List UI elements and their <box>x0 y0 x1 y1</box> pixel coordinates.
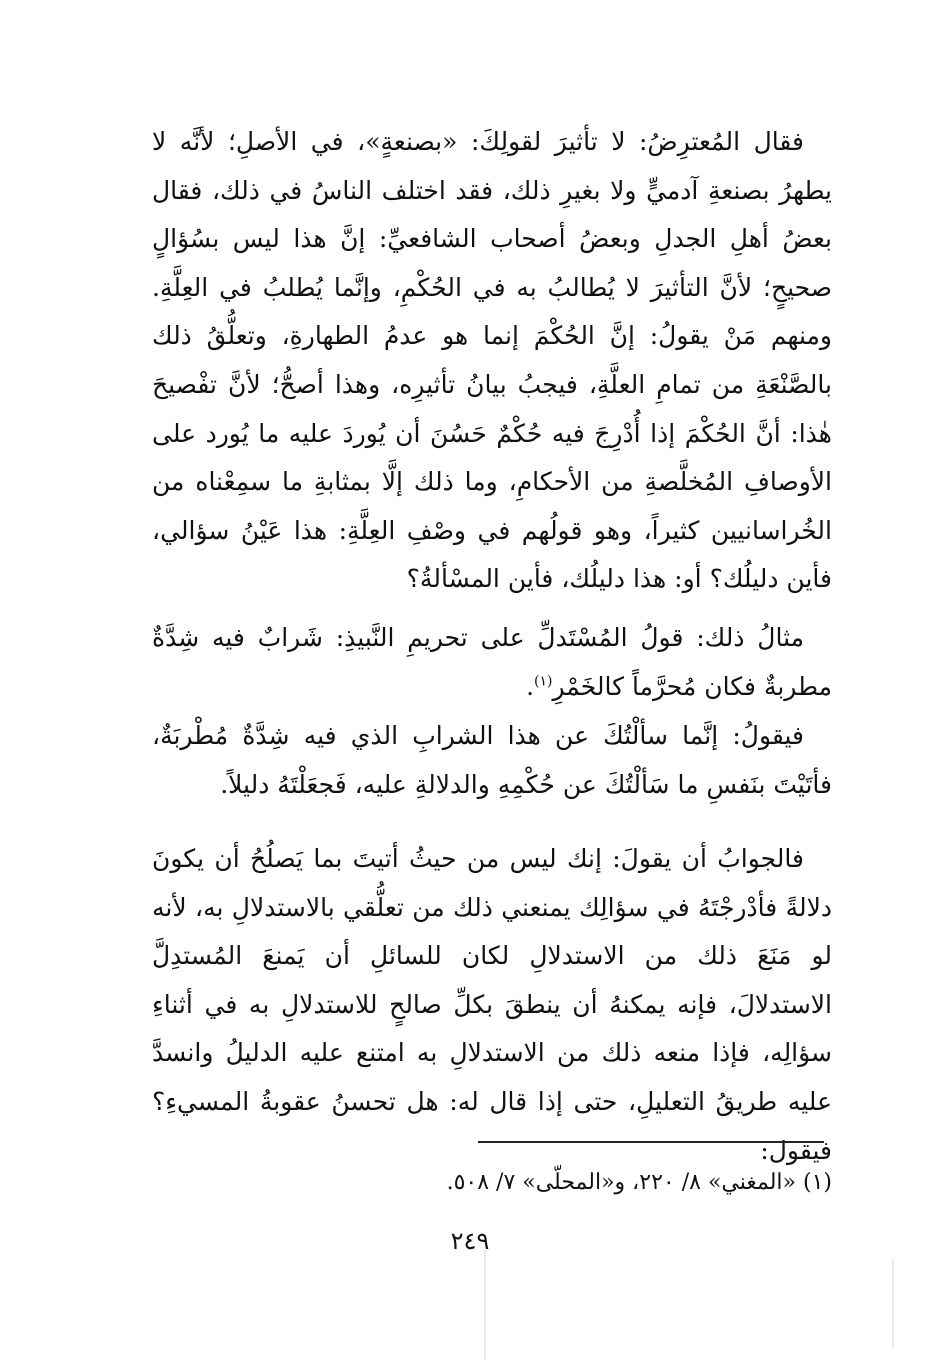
footnote-separator <box>478 1141 824 1143</box>
paragraph-2-container <box>152 614 832 711</box>
paragraph-2-text: مثالُ ذلك: قولُ المُسْتَدلِّ على تحريمِ النَّبيذِ: شَرابٌ فيه شِدَّةٌ مطربةٌ فكان مُحرَّماً كالخَمْرِ <box>152 623 832 701</box>
paragraph-2-suffix: . <box>526 671 535 701</box>
scan-artifact-edge <box>892 1258 894 1348</box>
paragraph-1-text: فقال المُعترِضُ: لا تأثيرَ لقولِكَ: «بصنعةٍ»، في الأصلِ؛ لأنَّه لا يطهرُ بصنعةِ آدميٍّ ولا بغيرِ ذلك، فقد اختلف الناسُ في ذلك، فقال بعضُ أهلِ الجدلِ وبعضُ أصحاب الشافعيِّ: إنَّ هذا ليس بسُؤالٍ صحيحٍ؛ لأنَّ التأثيرَ لا يُطالبُ به في الحُكْمِ، وإنَّما يُطلبُ في العِلَّةِ. ومنهم مَنْ يقولُ: إنَّ الحُكْمَ إنما هو عدمُ الطهارةِ، وتعلُّقُ ذلك بالصَّنْعَةِ من تمامِ العلَّةِ، فيجبُ بيانُ تأثيرِه، وهذا أصحُّ؛ لأنَّ تفْصيحَ هٰذا: أنَّ الحُكْمَ إذا أُدْرِجَ فيه حُكْمٌ حَسُنَ أن يُوردَ عليه ما يُورد على الأوصافِ المُخلَّصةِ من الأحكامِ، وما ذلك إلَّا بمثابةِ ما سمِعْناه من الخُراسانيين كثيراً، وهو قولُهم في وصْفِ العِلَّةِ: هذا عَيْنُ سؤالي، فأين دليلُك؟ أو: هذا دليلُك، فأين المسْألةُ؟ <box>152 127 832 594</box>
footnote-reference-marker: (١) <box>534 673 553 690</box>
footnote: (١) «المغني» ٨/ ٢٢٠، و«المحلّى» ٧/ ٥٠٨. <box>446 1170 832 1195</box>
paragraph-1 <box>152 118 832 604</box>
scan-artifact <box>484 1250 486 1360</box>
paragraph-3 <box>152 712 832 809</box>
paragraph-4-text: فالجوابُ أن يقولَ: إنك ليس من حيثُ أتيتَ بما يَصلُحُ أن يكونَ دلالةً فأدْرجْتَهُ في سؤالِك يمنعني ذلك من تعلُّقي بالاستدلالِ به، لأنه لو مَنَعَ ذلك من الاستدلالِ لكان للسائلِ أن يَمنعَ المُستدِلَّ الاستدلالَ، فإنه يمكنهُ أن ينطقَ بكلِّ صالحٍ للاستدلالِ به في أثناءِ سؤالِه، فإذا منعه ذلك من الاستدلالِ به امتنع عليه الدليلُ وانسدَّ عليه طريقُ التعليلِ، حتى إذا قال له: هل تحسنُ عقوبةُ المسيءِ؟ فيقول: <box>152 844 832 1165</box>
paragraph-3-text: فيقولُ: إنَّما سألْتُكَ عن هذا الشرابِ الذي فيه شِدَّةٌ مُطْربَةٌ، فأتَيْتَ بنَفسِ ما سَألْتُكَ عن حُكْمِهِ والدلالةِ عليه، فَجعَلْتَهُ دليلاً. <box>152 721 832 799</box>
paragraph-2 <box>152 614 832 711</box>
paragraph-4 <box>152 835 832 1175</box>
page-number: ٢٤٩ <box>450 1227 490 1255</box>
